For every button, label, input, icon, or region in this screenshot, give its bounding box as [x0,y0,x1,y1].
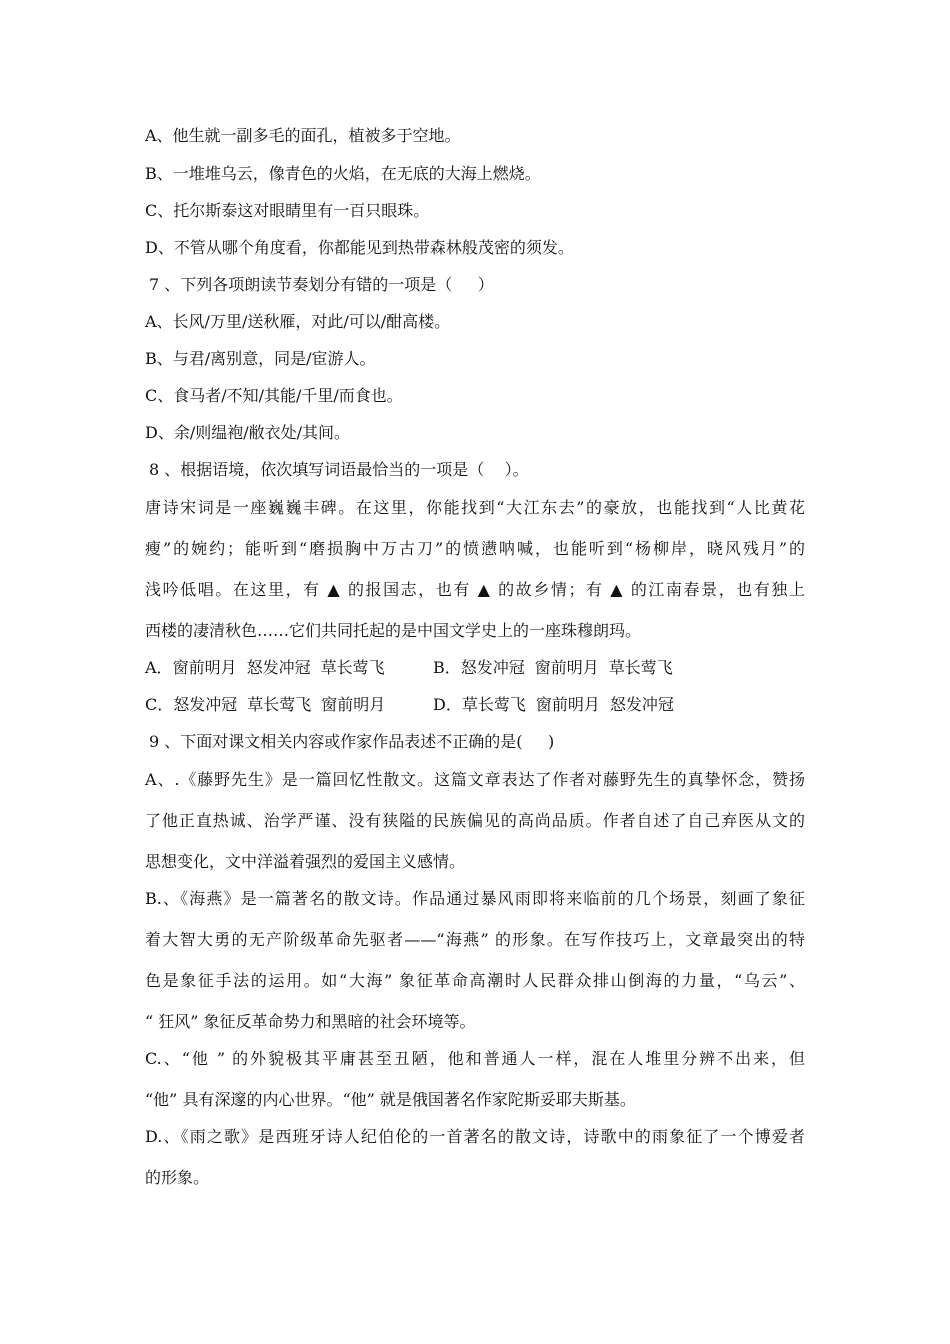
option-label: C． [145,695,174,714]
q9-option-b-line: 着大智大勇的无产阶级革命先驱者——“海燕” 的形象。在写作技巧上，文章最突出的特 [145,930,805,949]
q7-option-b: B、与君/离别意，同是/宦游人。 [145,349,376,368]
option-word: 怒发冲冠 [609,695,674,714]
option-label: A． [145,658,173,677]
q8-option-d [433,695,721,715]
q7-option-a: A、长风/万里/送秋雁，对此/可以/酣高楼。 [145,312,451,331]
q8-option-a [145,658,433,678]
q6-option-b: B、一堆堆乌云，像青色的火焰，在无底的大海上燃烧。 [145,164,541,183]
q9-stem: 9 、下面对课文相关内容或作家作品表述不正确的是( ) [149,732,555,751]
q7-option-d: D、余/则缊袍/敝衣处/其间。 [145,423,351,442]
q6-option-a: A、他生就一副多毛的面孔，植被多于空地。 [145,126,461,145]
q9-option-b-line: 色是象征手法的运用。如“大海” 象征革命高潮时人民群众排山倒海的力量，“乌云”、 [145,971,805,990]
option-word: 怒发冲冠 [460,658,525,677]
option-word: 怒发冲冠 [246,658,311,677]
option-word: 草长莺飞 [608,658,673,677]
option-label: D． [433,695,462,714]
q8-passage-line: 唐诗宋词是一座巍巍丰碑。在这里，你能找到“大江东去”的豪放，也能找到“人比黄花 [145,498,805,517]
q9-option-a-line: 思想变化，文中洋溢着强烈的爱国主义感情。 [145,852,466,871]
q9-option-b-line: B.、《海燕》是一篇著名的散文诗。作品通过暴风雨即将来临前的几个场景，刻画了象征 [145,889,805,908]
option-word: 草长莺飞 [461,695,526,714]
q9-option-b-line: “ 狂风” 象征反革命势力和黑暗的社会环境等。 [145,1012,476,1031]
q9-option-a-line: 了他正直热诚、治学严谨、没有狭隘的民族偏见的高尚品质。作者自述了自己弃医从文的 [145,811,805,830]
q9-option-d-line: D.、《雨之歌》是西班牙诗人纪伯伦的一首著名的散文诗，诗歌中的雨象征了一个博爱者 [145,1127,805,1146]
q9-option-c-line: C.、“他 ” 的外貌极其平庸甚至丑陋，他和普通人一样，混在人堆里分辨不出来，但 [145,1049,805,1068]
q8-passage-line: 瘦”的婉约；能听到“磨损胸中万古刀”的愤懑呐喊，也能听到“杨柳岸，晓风残月”的 [145,539,805,558]
q7-option-c: C、食马者/不知/其能/千里/而食也。 [145,386,403,405]
q8-option-b [433,658,721,678]
option-word: 窗前明月 [535,695,600,714]
option-word: 怒发冲冠 [173,695,238,714]
q9-option-c-line: “他” 具有深邃的内心世界。“他” 就是俄国著名作家陀斯妥耶夫斯基。 [145,1090,636,1109]
option-word: 窗前明月 [534,658,599,677]
q6-option-c: C、托尔斯泰这对眼睛里有一百只眼珠。 [145,201,430,220]
q8-stem: 8 、根据语境，依次填写词语最恰当的一项是（ ）。 [149,460,529,479]
option-word: 草长莺飞 [320,658,385,677]
q8-passage-line: 浅吟低唱。在这里，有 ▲ 的报国志，也有 ▲ 的故乡情；有 ▲ 的江南春景，也有独上 [145,580,805,599]
q9-option-a-line: A、.《藤野先生》是一篇回忆性散文。这篇文章表达了作者对藤野先生的真挚怀念，赞扬 [145,770,805,789]
q9-option-d-line: 的形象。 [145,1168,210,1187]
option-label: B． [433,658,461,677]
q7-stem: 7 、下列各项朗读节奏划分有错的一项是（ ） [149,275,494,294]
q8-options-row-2 [145,695,721,715]
q6-option-d: D、不管从哪个角度看，你都能见到热带森林般茂密的须发。 [145,238,574,257]
option-word: 窗前明月 [321,695,386,714]
q8-options-row-1 [145,658,721,678]
option-word: 草长莺飞 [247,695,312,714]
q8-option-c [145,695,433,715]
option-word: 窗前明月 [172,658,237,677]
q8-passage-line: 西楼的凄清秋色……它们共同托起的是中国文学史上的一座珠穆朗玛。 [145,621,642,640]
